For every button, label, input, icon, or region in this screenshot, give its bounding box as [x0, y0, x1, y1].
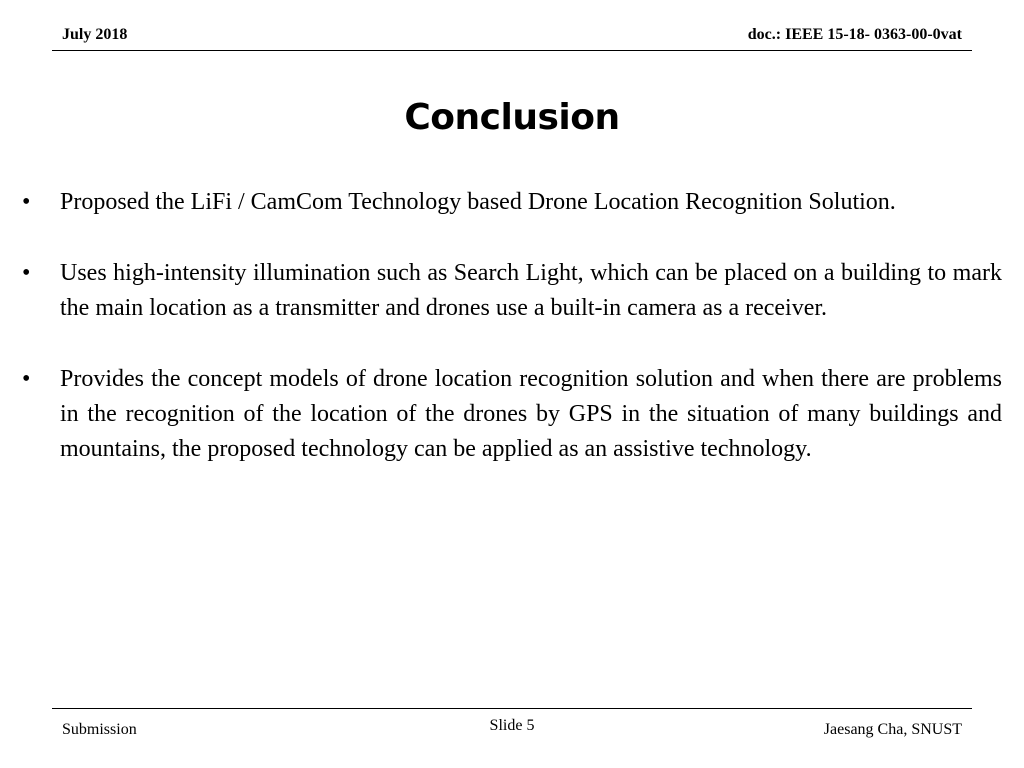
- bullet-item: [22, 256, 1002, 326]
- slide-title: Conclusion: [404, 97, 620, 138]
- header-date: July 2018: [62, 26, 128, 43]
- footer-divider: [52, 708, 972, 709]
- bullet-list: [22, 185, 1002, 503]
- bullet-marker: •: [22, 189, 31, 215]
- bullet-item: [22, 362, 1002, 467]
- bullet-text: Uses high-intensity illumination such as Search Light, which can be placed on a building to mark the main location as a transmitter and drones use a built-in camera as a receiver.: [60, 260, 1002, 321]
- bullet-text: Provides the concept models of drone location recognition solution and when there are problems in the recognition of the location of the drones by GPS in the situation of many buildings and mountains, the proposed technology can be applied as an assistive technology.: [60, 366, 1002, 462]
- header-doc-id: doc.: IEEE 15-18- 0363-00-0vat: [747, 26, 962, 43]
- bullet-marker: •: [22, 260, 31, 286]
- bullet-item: [22, 185, 1002, 220]
- bullet-marker: •: [22, 366, 31, 392]
- bullet-text: Proposed the LiFi / CamCom Technology based Drone Location Recognition Solution.: [60, 189, 896, 215]
- header-divider: [52, 50, 972, 51]
- slide-number: Slide 5: [489, 717, 535, 734]
- footer-author: Jaesang Cha, SNUST: [823, 721, 962, 738]
- footer-submission: Submission: [62, 721, 137, 738]
